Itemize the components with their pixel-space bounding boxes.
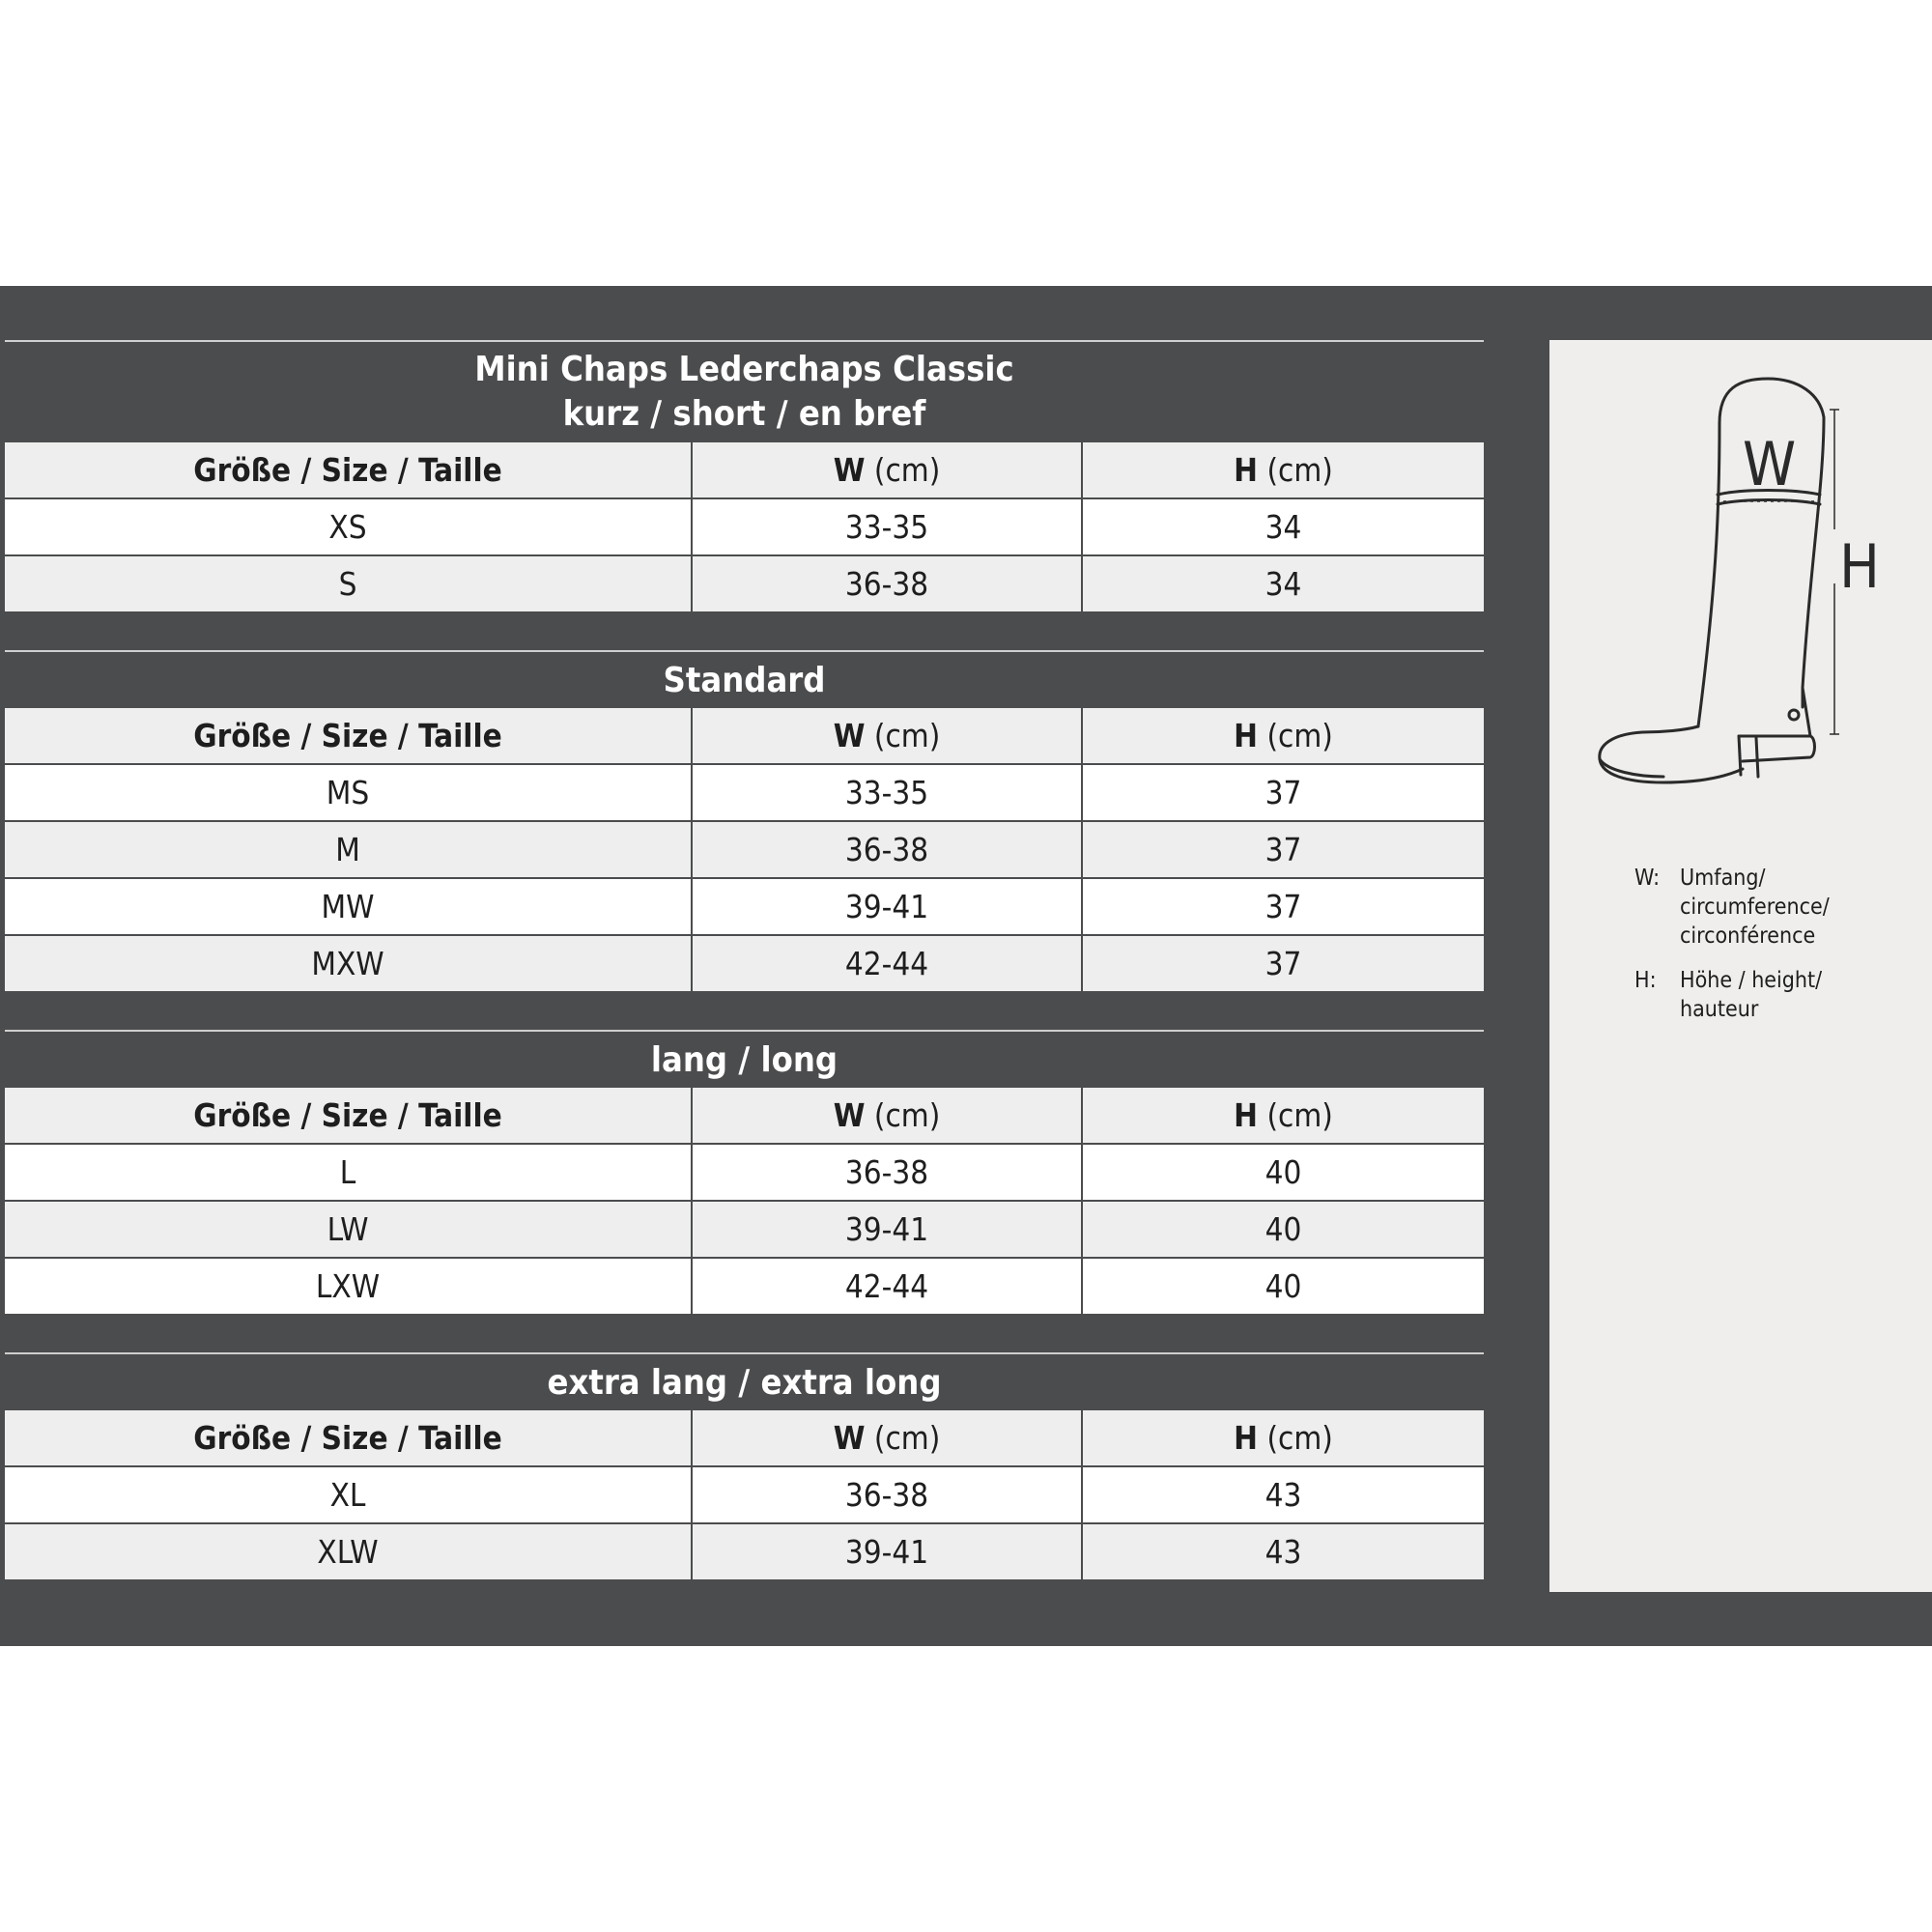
cell-size: LW [5,1202,691,1257]
table-title: lang / long [5,1030,1484,1088]
header-w-unit: (cm) [873,451,941,489]
header-size: Größe / Size / Taille [5,1410,691,1465]
diagram-h-label: H [1839,531,1880,602]
legend-w-line: Umfang/ [1680,866,1766,891]
cell-w: 36-38 [693,556,1081,611]
table-row [5,1145,1484,1200]
legend-h-line: hauteur [1680,997,1759,1022]
header-h-letter: H [1234,717,1258,754]
header-w-letter: W [833,1096,866,1134]
cell-size: MXW [5,936,691,991]
cell-w: 36-38 [693,1145,1081,1200]
cell-h: 37 [1083,822,1484,877]
cell-w: 33-35 [693,499,1081,554]
header-size: Größe / Size / Taille [5,1088,691,1143]
table-header-row [5,1088,1484,1143]
cell-h: 37 [1083,765,1484,820]
cell-size: XS [5,499,691,554]
table-row [5,765,1484,820]
header-size: Größe / Size / Taille [5,708,691,763]
table-row [5,499,1484,554]
table-row [5,1524,1484,1579]
legend-h-key: H: [1634,968,1657,993]
diagram-w-label: W [1743,429,1797,499]
cell-w: 36-38 [693,1467,1081,1522]
table-title [5,340,1484,442]
header-w-letter: W [833,717,866,754]
size-table-standard [5,650,1484,991]
legend-h [1634,966,1924,1026]
header-h-unit: (cm) [1266,1096,1333,1134]
table-row [5,1467,1484,1522]
table-row [5,556,1484,611]
header-h-letter: H [1234,1419,1258,1457]
legend-h-line: Höhe / height/ [1680,968,1823,993]
cell-w: 39-41 [693,879,1081,934]
header-h [1083,1088,1484,1143]
legend-w-key: W: [1634,866,1661,891]
cell-h: 43 [1083,1467,1484,1522]
legend-h-text [1680,966,1921,1024]
table-header-row [5,708,1484,763]
header-w [693,442,1081,497]
header-w [693,1088,1081,1143]
table-row [5,822,1484,877]
table-title-line: kurz / short / en bref [562,394,926,434]
header-w [693,1410,1081,1465]
cell-w: 39-41 [693,1202,1081,1257]
header-h-unit: (cm) [1266,717,1333,754]
cell-h: 37 [1083,879,1484,934]
header-w-letter: W [833,1419,866,1457]
table-row [5,879,1484,934]
header-w-unit: (cm) [873,1419,941,1457]
cell-h: 43 [1083,1524,1484,1579]
header-h [1083,442,1484,497]
cell-w: 33-35 [693,765,1081,820]
cell-size: MS [5,765,691,820]
cell-size: M [5,822,691,877]
table-row [5,1259,1484,1314]
table-row [5,936,1484,991]
cell-h: 37 [1083,936,1484,991]
table-title: Standard [5,650,1484,708]
cell-size: XL [5,1467,691,1522]
header-w-unit: (cm) [873,717,941,754]
header-h-unit: (cm) [1266,1419,1333,1457]
header-h-letter: H [1234,1096,1258,1134]
legend-w [1634,864,1924,952]
cell-size: XLW [5,1524,691,1579]
header-size: Größe / Size / Taille [5,442,691,497]
cell-size: L [5,1145,691,1200]
legend-w-line: circumference/ [1680,895,1830,920]
cell-w: 36-38 [693,822,1081,877]
size-table-extra-long [5,1352,1484,1579]
cell-h: 40 [1083,1145,1484,1200]
measurement-panel [1549,340,1932,1592]
header-h [1083,1410,1484,1465]
legend-w-text [1680,864,1921,951]
table-title: extra lang / extra long [5,1352,1484,1410]
cell-size: S [5,556,691,611]
header-w [693,708,1081,763]
size-table-long [5,1030,1484,1314]
table-header-row [5,1410,1484,1465]
cell-w: 42-44 [693,1259,1081,1314]
cell-h: 40 [1083,1202,1484,1257]
cell-h: 34 [1083,499,1484,554]
cell-size: MW [5,879,691,934]
header-w-unit: (cm) [873,1096,941,1134]
cell-size: LXW [5,1259,691,1314]
cell-w: 39-41 [693,1524,1081,1579]
header-w-letter: W [833,451,866,489]
h-measure-line-icon [1830,410,1839,734]
legend-w-line: circonférence [1680,923,1816,949]
table-title-line: Mini Chaps Lederchaps Classic [474,350,1014,389]
size-tables [5,340,1484,1579]
header-h-unit: (cm) [1266,451,1333,489]
cell-w: 42-44 [693,936,1081,991]
size-table-short [5,340,1484,611]
cell-h: 40 [1083,1259,1484,1314]
header-h-letter: H [1234,451,1258,489]
header-h [1083,708,1484,763]
cell-h: 34 [1083,556,1484,611]
table-header-row [5,442,1484,497]
table-row [5,1202,1484,1257]
